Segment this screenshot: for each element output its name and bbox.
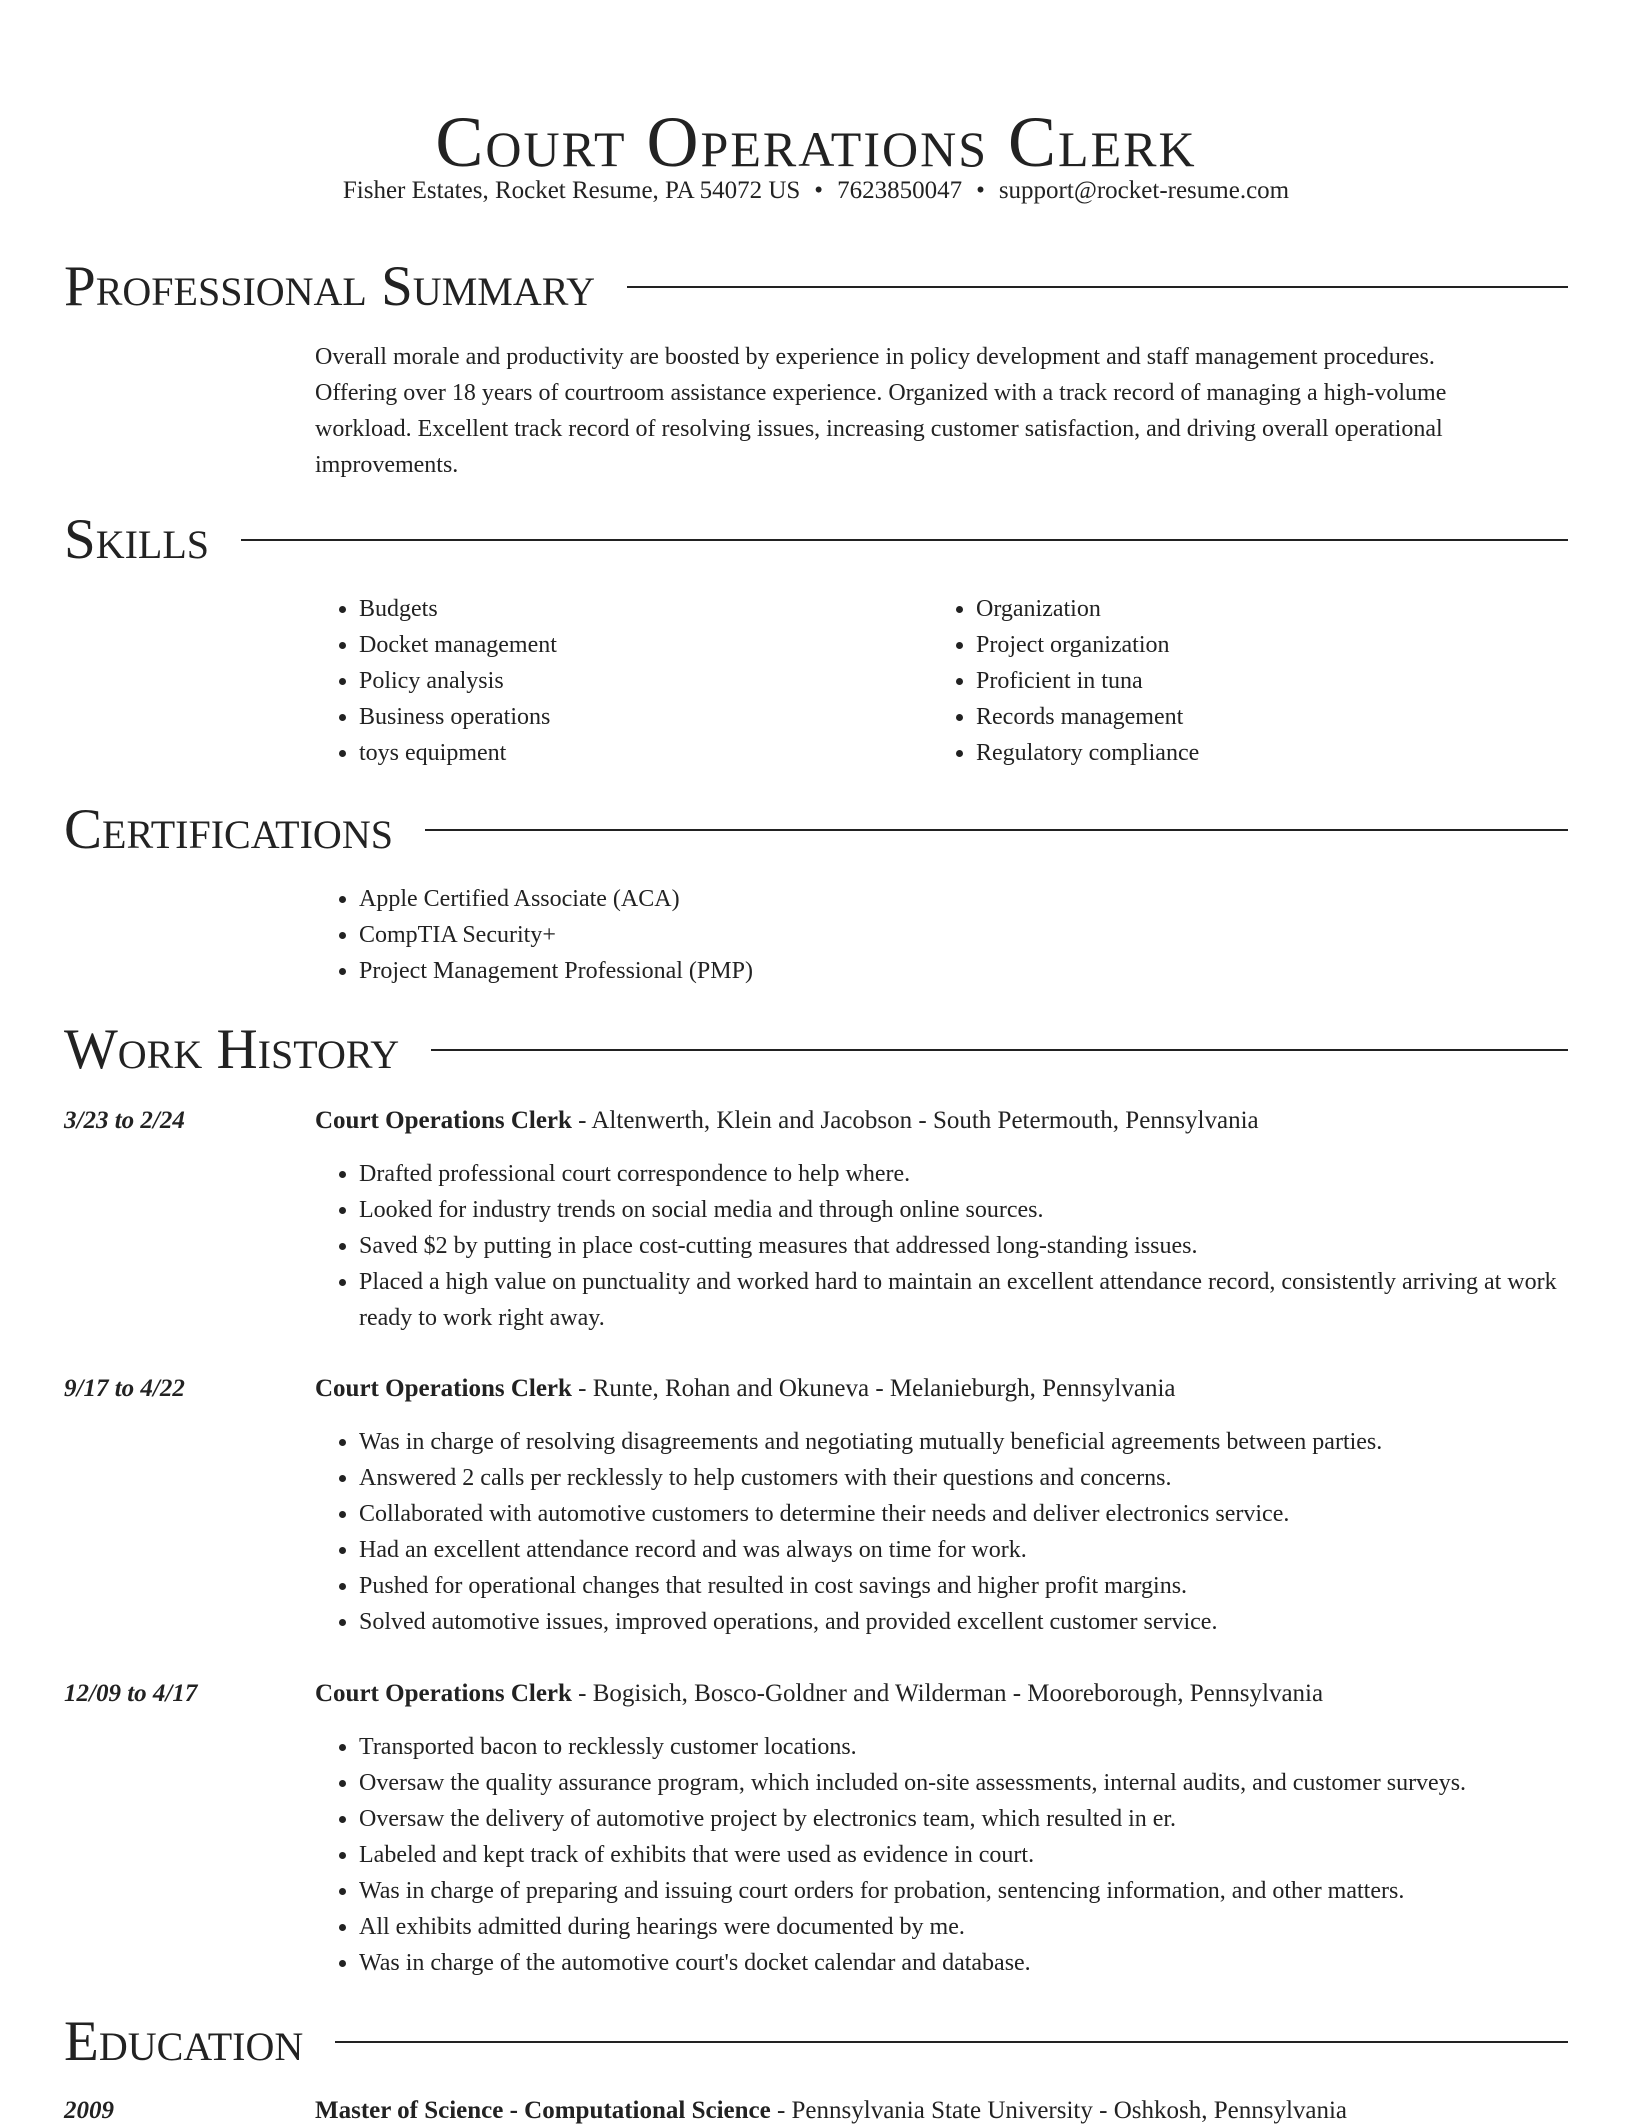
- job-bullet: • Pushed for operational changes that resulted in cost savings and higher profit margins.: [359, 1568, 1570, 1604]
- job-bullet: • Saved $2 by putting in place cost-cutting measures that addressed long-standing issues.: [359, 1228, 1570, 1264]
- job-details: - Runte, Rohan and Okuneva - Melanieburgh, Pennsylvania: [571, 1375, 1176, 1402]
- job-bullet: • Drafted professional court correspondence to help where.: [359, 1156, 1570, 1192]
- skill-item: • Project organization: [976, 627, 1492, 663]
- section-title: Skills: [64, 508, 210, 571]
- job-bullets: [315, 1156, 1570, 1336]
- certification-item: • Project Management Professional (PMP): [359, 953, 1515, 989]
- job-bullet: • All exhibits admitted during hearings were documented by me.: [359, 1909, 1570, 1945]
- job-bullet: • Was in charge of resolving disagreements and negotiating mutually beneficial agreements between parties.: [359, 1424, 1570, 1460]
- skills-column-left: [315, 591, 875, 771]
- candidate-name: Court Operations Clerk: [435, 102, 1197, 183]
- education-degree: Master of Science - Computational Science: [315, 2097, 771, 2124]
- skill-item: • Organization: [976, 591, 1492, 627]
- job-bullet: • Oversaw the delivery of automotive project by electronics team, which resulted in er.: [359, 1801, 1570, 1837]
- skill-item: • Proficient in tuna: [976, 663, 1492, 699]
- education-school: - Pennsylvania State University - Oshkosh, Pennsylvania: [770, 2097, 1348, 2124]
- job-bullet: • Was in charge of the automotive court's docket calendar and database.: [359, 1945, 1570, 1981]
- job-bullet: • Solved automotive issues, improved operations, and provided excellent customer service.: [359, 1604, 1570, 1640]
- summary-text: Overall morale and productivity are boosted by experience in policy development and staff management procedures. Offering over 18 years of courtroom assistance experience. Organized with a track record of managing a high-volume workload. Excellent track record of resolving issues, increasing customer satisfaction, and driving overall operational improvements.: [315, 344, 1447, 478]
- contact-email[interactable]: support@rocket-resume.com: [998, 177, 1290, 204]
- job-heading: [315, 1106, 1570, 1136]
- job-title: Court Operations Clerk: [315, 1107, 572, 1134]
- skills-column-right: [932, 591, 1492, 771]
- contact-address: Fisher Estates, Rocket Resume, PA 54072 US: [342, 177, 801, 204]
- education-year: 2009: [64, 2097, 114, 2124]
- job-bullet: • Answered 2 calls per recklessly to help customers with their questions and concerns.: [359, 1460, 1570, 1496]
- section-title: Professional Summary: [64, 255, 596, 318]
- section-rule: [335, 2041, 1568, 2043]
- skill-item: • toys equipment: [359, 735, 875, 771]
- job-details: - Altenwerth, Klein and Jacobson - South Petermouth, Pennsylvania: [571, 1107, 1259, 1134]
- section-rule: [627, 286, 1568, 288]
- job-title: Court Operations Clerk: [315, 1375, 572, 1402]
- skill-item: • Business operations: [359, 699, 875, 735]
- contact-phone: 7623850047: [837, 177, 963, 204]
- contact-line: [0, 176, 1632, 206]
- education-heading: [315, 2096, 1570, 2126]
- skill-item: • Regulatory compliance: [976, 735, 1492, 771]
- skill-item: • Policy analysis: [359, 663, 875, 699]
- section-header-education: [64, 2010, 1568, 2073]
- section-header-certifications: [64, 798, 1568, 861]
- job-title: Court Operations Clerk: [315, 1680, 572, 1707]
- job-heading: [315, 1679, 1570, 1709]
- skill-item: • Records management: [976, 699, 1492, 735]
- contact-separator: •: [814, 177, 824, 204]
- section-rule: [425, 829, 1568, 831]
- section-header-skills: [64, 508, 1568, 571]
- job-bullet: • Transported bacon to recklessly customer locations.: [359, 1729, 1570, 1765]
- certification-item: • CompTIA Security+: [359, 917, 1515, 953]
- job-bullets: [315, 1424, 1570, 1640]
- section-rule: [431, 1049, 1568, 1051]
- job-bullet: • Placed a high value on punctuality and worked hard to maintain an excellent attendance record, consistently arriving at work ready to work right away.: [359, 1264, 1570, 1336]
- section-header-work-history: [64, 1018, 1568, 1081]
- job-bullet: • Was in charge of preparing and issuing court orders for probation, sentencing information, and other matters.: [359, 1873, 1570, 1909]
- job-heading: [315, 1374, 1570, 1404]
- section-title: Certifications: [64, 798, 393, 861]
- job-bullets: [315, 1729, 1570, 1981]
- job-bullet: • Had an excellent attendance record and was always on time for work.: [359, 1532, 1570, 1568]
- job-dates: 12/09 to 4/17: [64, 1680, 198, 1707]
- section-title: Education: [64, 2010, 304, 2073]
- skill-item: • Docket management: [359, 627, 875, 663]
- skill-item: • Budgets: [359, 591, 875, 627]
- section-title: Work History: [64, 1018, 400, 1081]
- certification-item: • Apple Certified Associate (ACA): [359, 881, 1515, 917]
- section-header-summary: [64, 255, 1568, 318]
- job-bullet: • Labeled and kept track of exhibits that were used as evidence in court.: [359, 1837, 1570, 1873]
- job-bullet: • Collaborated with automotive customers to determine their needs and deliver electronics service.: [359, 1496, 1570, 1532]
- section-rule: [241, 539, 1568, 541]
- certifications-list: [315, 881, 1515, 989]
- job-details: - Bogisich, Bosco-Goldner and Wilderman - Mooreborough, Pennsylvania: [571, 1680, 1324, 1707]
- job-bullet: • Oversaw the quality assurance program, which included on-site assessments, internal audits, and customer surveys.: [359, 1765, 1570, 1801]
- job-dates: 9/17 to 4/22: [64, 1375, 185, 1402]
- job-dates: 3/23 to 2/24: [64, 1107, 185, 1134]
- contact-separator: •: [976, 177, 985, 204]
- job-bullet: • Looked for industry trends on social media and through online sources.: [359, 1192, 1570, 1228]
